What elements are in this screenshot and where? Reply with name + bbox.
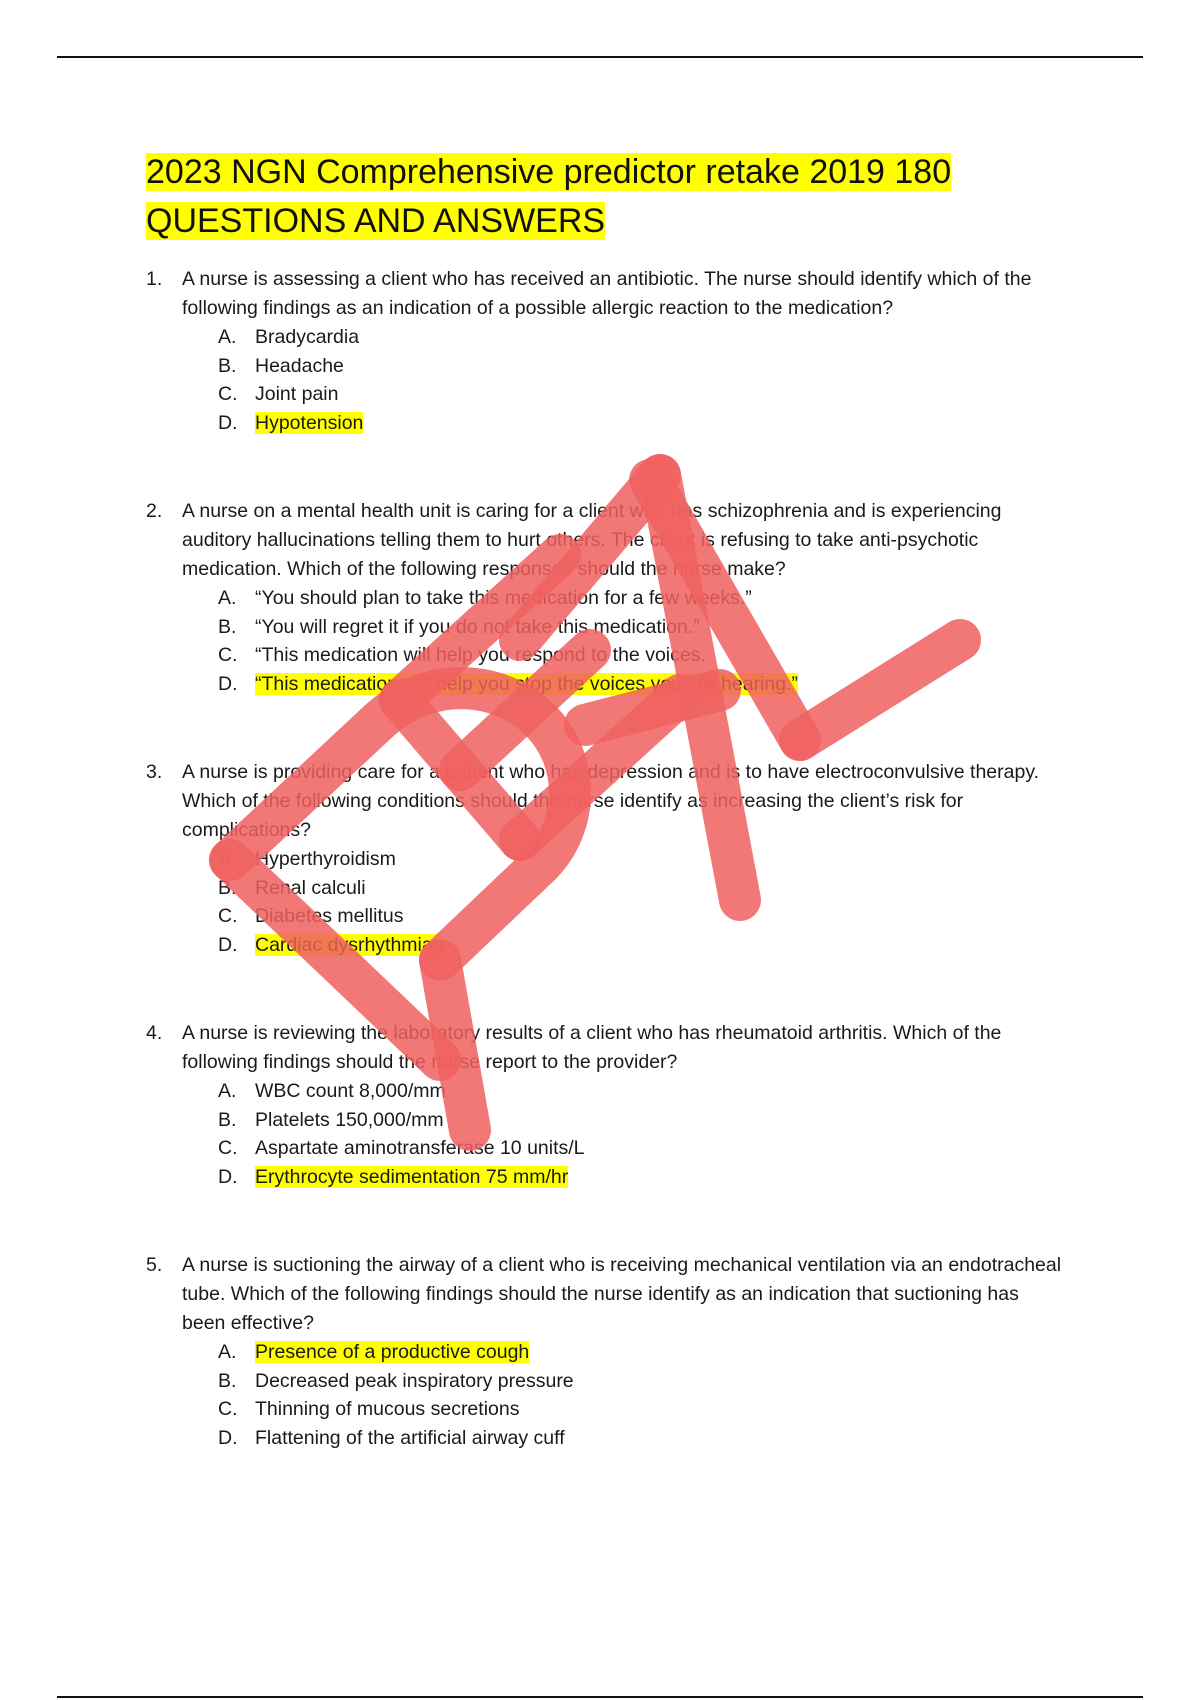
option-text: WBC count 8,000/mm bbox=[255, 1080, 446, 1102]
answer-options bbox=[146, 1338, 1066, 1452]
question-stem bbox=[146, 1251, 1066, 1338]
highlighted-answer-text: Cardiac dysrhythmias bbox=[255, 933, 443, 956]
question-list bbox=[146, 265, 1066, 1452]
question-item bbox=[146, 1019, 1066, 1191]
answer-option bbox=[218, 1134, 1066, 1163]
option-letter: D. bbox=[218, 1165, 238, 1188]
answer-option bbox=[218, 1367, 1066, 1396]
question-text: A nurse is reviewing the laboratory results of a client who has rheumatoid arthritis. Which of the following findings should the nurse report to the provider? bbox=[182, 1022, 1002, 1073]
option-letter: C. bbox=[218, 383, 238, 405]
answer-option bbox=[218, 613, 1066, 642]
option-text: Flattening of the artificial airway cuff bbox=[255, 1426, 565, 1449]
option-letter: A. bbox=[218, 848, 237, 870]
answer-option bbox=[218, 584, 1066, 613]
question-stem bbox=[146, 497, 1066, 584]
option-text: “You will regret it if you do not take this medication.” bbox=[255, 615, 700, 638]
answer-option bbox=[218, 670, 1066, 699]
answer-options bbox=[146, 323, 1066, 437]
option-letter: C. bbox=[218, 644, 238, 666]
option-letter: D. bbox=[218, 1426, 238, 1449]
highlighted-answer-text: Erythrocyte sedimentation 75 mm/hr bbox=[255, 1165, 569, 1188]
option-letter: A. bbox=[218, 587, 237, 609]
answer-option bbox=[218, 641, 1066, 670]
option-letter: B. bbox=[218, 876, 237, 899]
top-rule bbox=[57, 56, 1143, 58]
highlighted-answer-text: Hypotension bbox=[255, 411, 364, 434]
answer-options bbox=[146, 584, 1066, 698]
option-text: Thinning of mucous secretions bbox=[255, 1398, 520, 1420]
answer-option bbox=[218, 1395, 1066, 1424]
highlighted-answer-text: “This medication will help you stop the voices you are hearing.” bbox=[255, 672, 799, 695]
option-letter: A. bbox=[218, 1341, 237, 1363]
question-number: 1. bbox=[146, 268, 163, 290]
option-letter: A. bbox=[218, 326, 237, 348]
option-text: “You should plan to take this medication for a few weeks.” bbox=[255, 587, 752, 609]
option-letter: B. bbox=[218, 615, 237, 638]
answer-options bbox=[146, 845, 1066, 959]
question-number: 4. bbox=[146, 1022, 163, 1044]
question-number: 2. bbox=[146, 500, 163, 522]
question-text: A nurse is suctioning the airway of a client who is receiving mechanical ventilation via an endotracheal tube. Which of the following findings should the nurse identify as an indication that suctioning has been effective? bbox=[182, 1254, 1062, 1334]
option-letter: B. bbox=[218, 354, 237, 377]
answer-options bbox=[146, 1077, 1066, 1191]
option-letter: D. bbox=[218, 411, 238, 434]
question-stem bbox=[146, 758, 1066, 845]
answer-option bbox=[218, 902, 1066, 931]
option-letter: D. bbox=[218, 933, 238, 956]
highlighted-answer-text: Presence of a productive cough bbox=[255, 1341, 530, 1363]
answer-option bbox=[218, 931, 1066, 960]
document-page bbox=[146, 148, 1066, 1452]
question-item bbox=[146, 265, 1066, 437]
bottom-rule bbox=[57, 1696, 1143, 1698]
title-line-2: QUESTIONS AND ANSWERS bbox=[146, 202, 606, 240]
question-number: 3. bbox=[146, 761, 163, 783]
option-text: Bradycardia bbox=[255, 326, 360, 348]
question-text: A nurse on a mental health unit is caring for a client who has schizophrenia and is experiencing auditory hallucinations telling them to hurt others. The client is refusing to take anti-psychotic medication. Which of the following responses should the nurse make? bbox=[182, 500, 1002, 580]
question-item bbox=[146, 758, 1066, 959]
option-text: Hyperthyroidism bbox=[255, 848, 396, 870]
option-text: “This medication will help you respond to the voices. bbox=[255, 644, 706, 666]
option-letter: C. bbox=[218, 1398, 238, 1420]
question-number: 5. bbox=[146, 1254, 163, 1276]
document-title bbox=[146, 148, 1066, 246]
option-letter: B. bbox=[218, 1108, 237, 1131]
question-item bbox=[146, 1251, 1066, 1452]
answer-option bbox=[218, 352, 1066, 381]
option-letter: C. bbox=[218, 905, 238, 927]
option-text: Joint pain bbox=[255, 383, 339, 405]
answer-option bbox=[218, 380, 1066, 409]
option-text: Decreased peak inspiratory pressure bbox=[255, 1369, 574, 1392]
question-item bbox=[146, 497, 1066, 698]
question-stem bbox=[146, 1019, 1066, 1077]
answer-option bbox=[218, 1424, 1066, 1453]
answer-option bbox=[218, 1338, 1066, 1367]
option-text: Aspartate aminotransferase 10 units/L bbox=[255, 1137, 585, 1159]
question-text: A nurse is assessing a client who has received an antibiotic. The nurse should identify which of the following findings as an indication of a possible allergic reaction to the medication? bbox=[182, 268, 1032, 319]
answer-option bbox=[218, 1077, 1066, 1106]
answer-option bbox=[218, 1163, 1066, 1192]
option-letter: B. bbox=[218, 1369, 237, 1392]
option-text: Platelets 150,000/mm bbox=[255, 1108, 444, 1131]
question-stem bbox=[146, 265, 1066, 323]
answer-option bbox=[218, 845, 1066, 874]
answer-option bbox=[218, 409, 1066, 438]
option-letter: C. bbox=[218, 1137, 238, 1159]
option-letter: A. bbox=[218, 1080, 237, 1102]
answer-option bbox=[218, 323, 1066, 352]
option-text: Renal calculi bbox=[255, 876, 366, 899]
title-line-1: 2023 NGN Comprehensive predictor retake 2019 180 bbox=[146, 153, 952, 191]
question-text: A nurse is providing care for a patient who has depression and is to have electroconvulsive therapy. Which of the following conditions should the nurse identify as increasing the client’s risk for complications? bbox=[182, 761, 1040, 841]
option-letter: D. bbox=[218, 672, 238, 695]
answer-option bbox=[218, 874, 1066, 903]
option-text: Diabetes mellitus bbox=[255, 905, 404, 927]
answer-option bbox=[218, 1106, 1066, 1135]
option-text: Headache bbox=[255, 354, 344, 377]
